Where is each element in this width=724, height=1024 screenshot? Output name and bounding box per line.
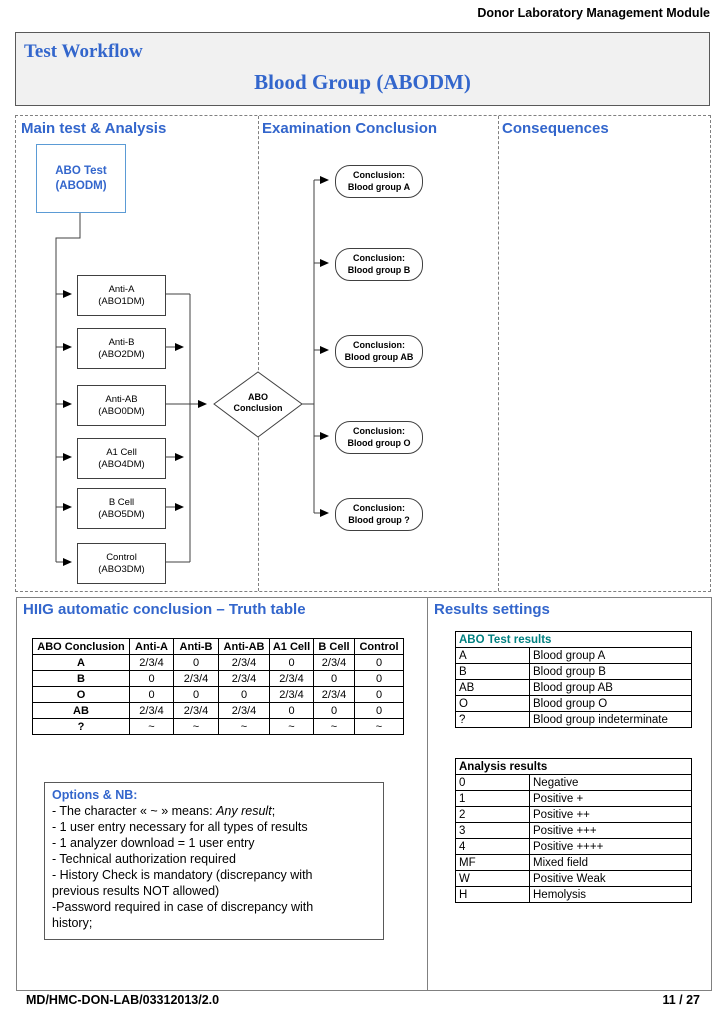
flow-node-b-cell: [77, 488, 166, 529]
options-nb-title: Options & NB:: [52, 788, 138, 802]
conclusion-line1: Conclusion:: [353, 340, 405, 351]
truth-row-label: B: [33, 671, 130, 687]
table-row: [456, 664, 692, 680]
truth-cell: 0: [219, 687, 270, 703]
truth-col-header: Anti-A: [130, 639, 174, 655]
truth-cell: 0: [174, 655, 219, 671]
truth-row-label: AB: [33, 703, 130, 719]
conclusion-node-indeterminate: [335, 498, 423, 531]
truth-cell: 2/3/4: [270, 671, 314, 687]
abo-test-results-table: [455, 631, 692, 728]
truth-cell: 2/3/4: [219, 703, 270, 719]
result-meaning: Blood group A: [530, 648, 692, 664]
flow-node-label: Anti-B: [108, 336, 135, 348]
flow-node-code: (ABO5DM): [98, 508, 145, 520]
workflow-section: [15, 115, 711, 592]
result-meaning: Blood group O: [530, 696, 692, 712]
truth-cell: 2/3/4: [174, 703, 219, 719]
result-code: B: [456, 664, 530, 680]
result-meaning: Hemolysis: [530, 887, 692, 903]
conclusion-line1: Conclusion:: [353, 426, 405, 437]
conclusion-line2: Blood group B: [347, 264, 411, 275]
result-meaning: Negative: [530, 775, 692, 791]
flow-node-anti-ab: [77, 385, 166, 426]
truth-cell: 0: [355, 655, 404, 671]
truth-col-header: Anti-AB: [219, 639, 270, 655]
result-meaning: Mixed field: [530, 855, 692, 871]
conclusion-node-ab: [335, 335, 423, 368]
table-row: [456, 855, 692, 871]
result-meaning: Positive ++++: [530, 839, 692, 855]
flow-node-label: Anti-A: [108, 283, 135, 295]
result-code: 2: [456, 807, 530, 823]
footer-page-number: 11 / 27: [662, 993, 700, 1007]
options-line1-italic: Any result: [216, 804, 272, 818]
table-row: [456, 775, 692, 791]
truth-col-header: Control: [355, 639, 404, 655]
truth-col-header: ABO Conclusion: [33, 639, 130, 655]
flow-node-label: A1 Cell: [106, 446, 137, 458]
flow-node-label: Anti-AB: [105, 393, 138, 405]
column-heading-consequences: Consequences: [502, 120, 609, 137]
truth-col-header: Anti-B: [174, 639, 219, 655]
abo-results-header: ABO Test results: [456, 632, 692, 648]
flow-node-code: (ABO1DM): [98, 295, 145, 307]
options-line: - 1 analyzer download = 1 user entry: [52, 836, 255, 850]
options-line: - 1 user entry necessary for all types of results: [52, 820, 308, 834]
result-code: O: [456, 696, 530, 712]
flow-node-label: ABO Test: [55, 164, 107, 177]
flow-node-code: (ABO0DM): [98, 405, 145, 417]
analysis-results-header: Analysis results: [456, 759, 692, 775]
conclusion-node-o: [335, 421, 423, 454]
flow-node-code: (ABO2DM): [98, 348, 145, 360]
truth-row-b: [33, 671, 404, 687]
options-nb-box: [44, 782, 384, 940]
decision-line2: Conclusion: [233, 403, 283, 414]
title-box: [15, 32, 710, 106]
result-code: AB: [456, 680, 530, 696]
conclusion-node-b: [335, 248, 423, 281]
flow-node-a1-cell: [77, 438, 166, 479]
table-row: [456, 839, 692, 855]
truth-cell: 0: [174, 687, 219, 703]
result-meaning: Positive Weak: [530, 871, 692, 887]
options-line: -Password required in case of discrepancy with: [52, 900, 314, 914]
truth-row-indeterminate: [33, 719, 404, 735]
conclusion-line1: Conclusion:: [353, 503, 405, 514]
results-settings-title: Results settings: [434, 601, 550, 618]
table-row: [456, 871, 692, 887]
result-meaning: Positive ++: [530, 807, 692, 823]
truth-col-header: B Cell: [314, 639, 355, 655]
conclusion-line1: Conclusion:: [353, 253, 405, 264]
truth-row-ab: [33, 703, 404, 719]
table-row: [456, 807, 692, 823]
conclusion-line2: Blood group ?: [348, 514, 410, 525]
result-meaning: Positive +++: [530, 823, 692, 839]
truth-cell: ~: [270, 719, 314, 735]
options-line: previous results NOT allowed): [52, 884, 220, 898]
page-title: Test Workflow: [24, 41, 143, 62]
result-code: A: [456, 648, 530, 664]
truth-cell: ~: [130, 719, 174, 735]
conclusion-line2: Blood group A: [347, 181, 411, 192]
table-row: [456, 680, 692, 696]
truth-table: [32, 638, 404, 735]
truth-table-panel: [16, 597, 429, 991]
conclusion-line1: Conclusion:: [353, 170, 405, 181]
truth-row-label: O: [33, 687, 130, 703]
flow-node-label: B Cell: [108, 496, 135, 508]
options-line: history;: [52, 916, 93, 930]
truth-row-o: [33, 687, 404, 703]
truth-row-label: ?: [33, 719, 130, 735]
analysis-results-header-row: [456, 759, 692, 775]
abo-results-header-row: [456, 632, 692, 648]
column-heading-conclusion: Examination Conclusion: [262, 120, 438, 137]
truth-cell: 2/3/4: [314, 687, 355, 703]
flow-node-control: [77, 543, 166, 584]
truth-cell: 0: [130, 671, 174, 687]
flow-node-code: (ABODM): [55, 179, 107, 192]
truth-cell: ~: [355, 719, 404, 735]
flow-node-abo-test: [36, 144, 126, 213]
options-line: [52, 803, 376, 819]
truth-cell: 0: [314, 703, 355, 719]
conclusion-line2: Blood group AB: [344, 351, 414, 362]
table-row: [456, 712, 692, 728]
result-code: W: [456, 871, 530, 887]
result-meaning: Blood group B: [530, 664, 692, 680]
footer-document-code: MD/HMC-DON-LAB/03312013/2.0: [26, 993, 220, 1007]
truth-cell: 2/3/4: [270, 687, 314, 703]
conclusion-node-a: [335, 165, 423, 198]
decision-line1: ABO: [248, 392, 268, 402]
module-header: Donor Laboratory Management Module: [477, 6, 710, 20]
result-code: MF: [456, 855, 530, 871]
results-settings-panel: [427, 597, 712, 991]
result-code: 3: [456, 823, 530, 839]
conclusion-line2: Blood group O: [347, 437, 411, 448]
truth-col-header: A1 Cell: [270, 639, 314, 655]
truth-cell: 0: [355, 671, 404, 687]
result-meaning: Blood group indeterminate: [530, 712, 692, 728]
options-line1-prefix: - The character « ~ » means:: [52, 804, 217, 818]
result-code: 4: [456, 839, 530, 855]
truth-cell: 0: [314, 671, 355, 687]
test-title: Blood Group (ABODM): [254, 70, 471, 94]
truth-cell: ~: [219, 719, 270, 735]
result-code: 0: [456, 775, 530, 791]
truth-cell: 2/3/4: [314, 655, 355, 671]
truth-cell: 0: [130, 687, 174, 703]
flow-node-code: (ABO3DM): [98, 563, 145, 575]
truth-cell: 0: [355, 703, 404, 719]
truth-cell: 2/3/4: [130, 655, 174, 671]
table-row: [456, 648, 692, 664]
flow-node-code: (ABO4DM): [98, 458, 145, 470]
flow-node-label: Control: [106, 551, 137, 563]
column-heading-main: Main test & Analysis: [21, 120, 167, 137]
truth-cell: 2/3/4: [219, 655, 270, 671]
decision-label: [214, 392, 302, 415]
table-row: [456, 823, 692, 839]
truth-cell: 2/3/4: [174, 671, 219, 687]
truth-cell: 0: [355, 687, 404, 703]
result-code: H: [456, 887, 530, 903]
table-row: [456, 887, 692, 903]
truth-cell: 2/3/4: [219, 671, 270, 687]
result-code: ?: [456, 712, 530, 728]
truth-row-label: A: [33, 655, 130, 671]
flow-node-anti-b: [77, 328, 166, 369]
result-meaning: Positive +: [530, 791, 692, 807]
truth-cell: ~: [174, 719, 219, 735]
options-line: - Technical authorization required: [52, 852, 236, 866]
truth-cell: ~: [314, 719, 355, 735]
table-row: [456, 696, 692, 712]
truth-cell: 0: [270, 703, 314, 719]
flow-node-anti-a: [77, 275, 166, 316]
truth-table-title: HIIG automatic conclusion – Truth table: [23, 601, 306, 618]
truth-cell: 0: [270, 655, 314, 671]
truth-row-a: [33, 655, 404, 671]
analysis-results-table: [455, 758, 692, 903]
options-line: - History Check is mandatory (discrepancy with: [52, 868, 313, 882]
result-meaning: Blood group AB: [530, 680, 692, 696]
options-line1-suffix: ;: [271, 804, 276, 818]
result-code: 1: [456, 791, 530, 807]
table-row: [456, 791, 692, 807]
truth-header-row: [33, 639, 404, 655]
truth-cell: 2/3/4: [130, 703, 174, 719]
